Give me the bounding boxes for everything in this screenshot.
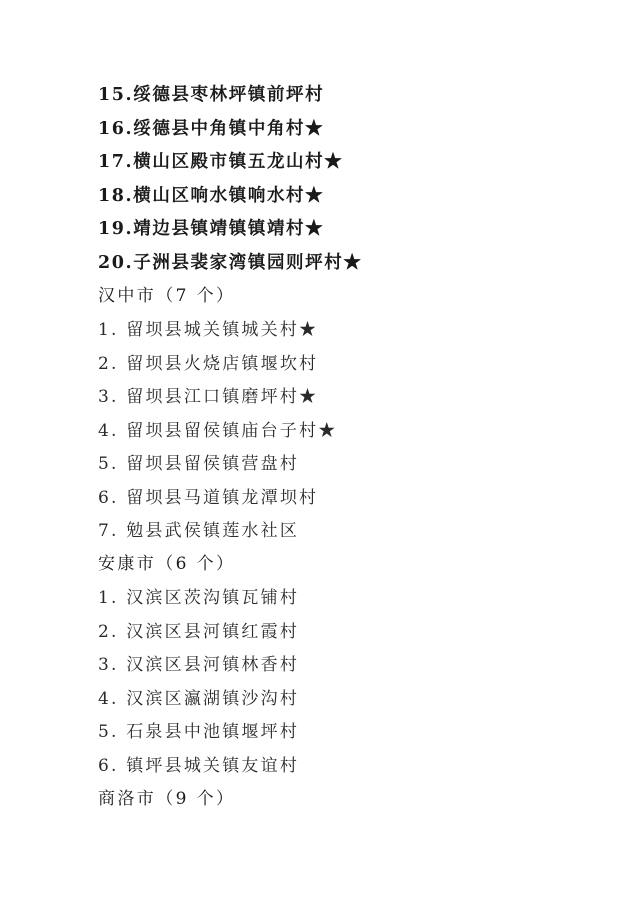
list-item: 1. 汉滨区茨沟镇瓦铺村 — [98, 588, 300, 608]
list-item: 4. 汉滨区瀛湖镇沙沟村 — [98, 689, 300, 709]
list-item: 15.绥德县枣林坪镇前坪村 — [98, 85, 325, 105]
section-heading-ankang: 安康市（6 个） — [98, 554, 236, 574]
list-item: 19.靖边县镇靖镇镇靖村★ — [98, 219, 325, 239]
list-item: 2. 汉滨区县河镇红霞村 — [98, 622, 300, 642]
list-item: 1. 留坝县城关镇城关村★ — [98, 320, 319, 340]
section-heading-shangluo: 商洛市（9 个） — [98, 789, 236, 809]
list-item: 2. 留坝县火烧店镇堰坎村 — [98, 354, 319, 374]
list-item: 17.横山区殿市镇五龙山村★ — [98, 152, 344, 172]
list-item: 5. 留坝县留侯镇营盘村 — [98, 454, 300, 474]
list-item: 6. 镇坪县城关镇友谊村 — [98, 756, 300, 776]
list-item: 7. 勉县武侯镇莲水社区 — [98, 521, 300, 541]
list-item: 5. 石泉县中池镇堰坪村 — [98, 722, 300, 742]
list-item: 3. 留坝县江口镇磨坪村★ — [98, 387, 319, 407]
list-item: 6. 留坝县马道镇龙潭坝村 — [98, 488, 319, 508]
list-item: 16.绥德县中角镇中角村★ — [98, 119, 325, 139]
list-item: 20.子洲县裴家湾镇园则坪村★ — [98, 253, 363, 273]
section-heading-hanzhong: 汉中市（7 个） — [98, 286, 236, 306]
list-item: 4. 留坝县留侯镇庙台子村★ — [98, 421, 338, 441]
list-item: 18.横山区响水镇响水村★ — [98, 186, 325, 206]
list-item: 3. 汉滨区县河镇林香村 — [98, 655, 300, 675]
